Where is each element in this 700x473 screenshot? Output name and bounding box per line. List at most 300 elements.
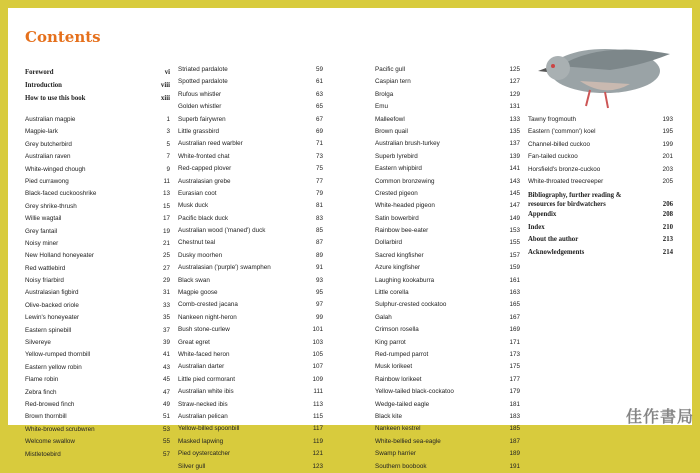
entry-title: Grey shrike-thrush [25,202,77,210]
entry-title: Striated pardalote [178,66,228,73]
toc-entry[interactable] [375,76,520,88]
entry-title: White-fronted chat [178,152,230,160]
entry-title: Horsfield's bronze-cuckoo [528,165,601,173]
entry-title: Silver gull [178,462,206,470]
entry-title: Swamp harrier [375,450,416,458]
entry-page-number: 119 [312,437,323,445]
toc-entry[interactable] [375,114,520,126]
entry-page-number: 165 [509,301,520,309]
entry-title: Australian reed warbler [178,140,243,148]
entry-page-number: viii [160,82,170,89]
toc-entry[interactable] [25,436,170,448]
toc-entry[interactable] [375,213,520,225]
entry-page-number: 161 [509,276,520,284]
toc-entry[interactable] [375,188,520,200]
entry-title: Dollarbird [375,239,402,247]
entry-title: Pied currawong [25,177,69,185]
entry-title: How to use this book [25,95,86,102]
entry-title: Appendix [528,211,557,218]
entry-title: Crested pigeon [375,189,418,197]
toc-entry[interactable] [178,262,323,274]
entry-page-number: 123 [312,462,323,470]
entry-title: Brown quail [375,127,408,135]
entry-page-number: 175 [509,363,520,371]
entry-title: Red-rumped parrot [375,350,429,358]
toc-entry[interactable] [25,424,170,436]
entry-title: Emu [375,103,388,111]
toc-entry[interactable] [178,461,323,473]
contents-page [8,8,692,470]
entry-title: Magpie goose [178,289,218,297]
entry-title: Australian pelican [178,412,228,420]
entry-page-number: 55 [162,438,170,446]
toc-entry[interactable] [528,176,673,188]
entry-title: Fan-tailed cuckoo [528,153,578,161]
entry-title: White-faced heron [178,350,230,358]
entry-page-number: 208 [662,211,673,218]
entry-page-number: 73 [315,152,323,160]
entry-title: Little grassbird [178,127,219,135]
entry-page-number: 1 [166,116,170,123]
toc-entry[interactable] [178,89,323,101]
toc-entry[interactable] [178,399,323,411]
toc-entry[interactable] [178,188,323,200]
entry-title: Willie wagtail [25,215,62,223]
toc-entry[interactable] [375,423,520,435]
entry-page-number: 117 [312,425,323,433]
toc-entry[interactable] [178,176,323,188]
entry-page-number: 75 [315,165,323,173]
entry-page-number: 135 [509,127,520,135]
toc-entry[interactable] [528,222,673,235]
entry-title: Sacred kingfisher [375,251,424,259]
entry-page-number: 137 [509,140,520,148]
entry-page-number: 61 [315,78,323,86]
entry-page-number: 133 [509,115,520,123]
entry-title: Golden whistler [178,103,222,111]
entry-page-number: 177 [509,375,520,383]
toc-entry[interactable] [178,324,323,336]
entry-page-number: 145 [509,189,520,197]
toc-entry[interactable] [25,114,170,126]
toc-entry[interactable] [528,151,673,163]
toc-entry[interactable] [375,399,520,411]
entry-page-number: 45 [162,376,170,384]
entry-title: Comb-crested jacana [178,301,238,309]
entry-title: Magpie-lark [25,128,58,136]
toc-entry[interactable] [25,79,170,92]
entry-page-number: 47 [162,388,170,396]
toc-entry[interactable] [375,163,520,175]
entry-page-number: 103 [312,338,323,346]
toc-entry[interactable] [25,287,170,299]
toc-entry[interactable] [178,411,323,423]
entry-page-number: 155 [509,239,520,247]
entry-page-number: 25 [162,252,170,260]
pigeon-illustration [520,26,680,116]
toc-entry[interactable] [375,275,520,287]
entry-title: Eastern yellow robin [25,363,82,371]
entry-title: Australian raven [25,153,71,161]
entry-title: Superb fairywren [178,115,226,123]
entry-page-number: 143 [509,177,520,185]
toc-entry[interactable] [25,164,170,176]
entry-title: Nankeen kestrel [375,425,421,433]
entry-title: Australian darter [178,363,225,371]
entry-title: Brown thornbill [25,413,67,421]
entry-title: Acknowledgements [528,248,585,256]
entry-page-number: 65 [315,103,323,111]
toc-entry[interactable] [375,324,520,336]
toc-entry[interactable] [375,151,520,163]
entry-page-number: 111 [313,388,323,396]
entry-title: Introduction [25,82,62,89]
toc-entry[interactable] [178,151,323,163]
toc-entry[interactable] [375,461,520,473]
toc-entry[interactable] [25,349,170,361]
entry-title: Superb lyrebird [375,152,418,160]
toc-entry[interactable] [178,237,323,249]
entry-title: Pacific gull [375,66,406,73]
toc-entry[interactable] [375,349,520,361]
toc-entry[interactable] [25,362,170,374]
toc-entry[interactable] [375,386,520,398]
watermark: 佳作書局 [625,409,694,426]
entry-title: Black kite [375,412,402,420]
entry-title: Australasian ('purple') swamphen [178,264,271,272]
entry-title: Flame robin [25,376,59,384]
entry-page-number: 39 [162,339,170,347]
toc-entry[interactable] [25,411,170,423]
toc-entry[interactable] [178,200,323,212]
toc-entry[interactable] [375,411,520,423]
entry-page-number: 19 [162,227,170,235]
entry-title: White-throated treecreeper [528,177,604,185]
entry-title: Eastern whipbird [375,165,422,173]
entry-title: Olive-backed oriole [25,301,79,309]
entry-page-number: 131 [509,103,520,111]
toc-entry[interactable] [178,163,323,175]
toc-entry[interactable] [178,287,323,299]
entry-page-number: 189 [509,450,520,458]
toc-entry[interactable] [25,92,170,105]
toc-entry[interactable] [25,226,170,238]
entry-title: Australasian grebe [178,177,231,185]
entry-title: Yellow-rumped thornbill [25,351,91,359]
entry-title: Bibliography, further reading & resources for birdwatchers [528,192,622,208]
entry-page-number: 203 [662,165,673,173]
entry-page-number: 199 [662,140,673,148]
entry-title: Black-faced cuckooshrike [25,190,97,198]
entry-title: Channel-billed cuckoo [528,140,590,148]
entry-title: Lewin's honeyeater [25,314,80,322]
toc-entry[interactable] [25,238,170,250]
entry-page-number: 159 [509,264,520,272]
entry-page-number: 201 [662,153,673,161]
entry-page-number: 81 [315,202,323,210]
toc-entry[interactable] [178,138,323,150]
entry-page-number: 3 [166,128,170,136]
toc-entry[interactable] [178,64,323,76]
entry-title: Musk duck [178,202,209,210]
toc-entry[interactable] [528,126,673,138]
entry-title: Index [528,223,545,231]
entry-title: Pied oystercatcher [178,450,231,458]
toc-entry[interactable] [375,237,520,249]
entry-title: Silvereye [25,339,51,347]
entry-page-number: 141 [509,165,520,173]
toc-entry[interactable] [25,213,170,225]
entry-title: Nankeen night-heron [178,313,237,321]
entry-page-number: 127 [509,78,520,86]
entry-title: Caspian tern [375,78,411,86]
entry-page-number: 183 [509,412,520,420]
entry-page-number: 153 [509,227,520,235]
entry-page-number: 9 [166,165,170,173]
entry-title: Noisy miner [25,239,59,247]
entry-title: Chestnut teal [178,239,216,247]
entry-page-number: 169 [509,326,520,334]
toc-entry[interactable] [178,349,323,361]
toc-column-2 [178,64,323,473]
entry-title: Grey fantail [25,227,58,235]
toc-column-3 [375,64,520,473]
entry-page-number: 17 [162,215,170,223]
toc-entry[interactable] [25,250,170,262]
toc-entry[interactable] [178,250,323,262]
toc-column-1 [25,114,170,461]
entry-page-number: 53 [162,425,170,433]
entry-title: Red-browed finch [25,400,75,408]
entry-title: King parrot [375,338,406,346]
entry-title: Dusky moorhen [178,251,223,259]
entry-title: New Holland honeyeater [25,252,94,260]
toc-entry[interactable] [375,89,520,101]
entry-page-number: 69 [315,127,323,135]
entry-page-number: 99 [315,313,323,321]
entry-title: Sulphur-crested cockatoo [375,301,447,309]
entry-page-number: 13 [162,190,170,198]
entry-page-number: 139 [509,152,520,160]
entry-title: Rufous whistler [178,90,222,98]
entry-page-number: 173 [509,350,520,358]
toc-entry[interactable] [178,114,323,126]
toc-entry[interactable] [528,209,673,222]
entry-page-number: 85 [315,227,323,235]
entry-page-number: 171 [509,338,520,346]
entry-page-number: 29 [162,277,170,285]
entry-title: Common bronzewing [375,177,435,185]
toc-entry[interactable] [528,247,673,260]
entry-page-number: 113 [312,400,323,408]
entry-page-number: 11 [163,177,170,185]
entry-page-number: 109 [312,375,323,383]
entry-page-number: 195 [662,128,673,136]
toc-entry[interactable] [25,66,170,79]
toc-entry[interactable] [178,225,323,237]
toc-entry[interactable] [178,423,323,435]
toc-entry[interactable] [178,213,323,225]
toc-entry[interactable] [178,126,323,138]
entry-title: Red-capped plover [178,165,232,173]
entry-page-number: 179 [509,388,520,396]
entry-title: Zebra finch [25,388,57,396]
entry-title: White-headed pigeon [375,202,435,210]
toc-entry[interactable] [375,126,520,138]
entry-page-number: 193 [662,116,673,123]
entry-title: White-winged chough [25,165,86,173]
toc-entry[interactable] [178,76,323,88]
entry-title: Tawny frogmouth [528,116,576,123]
entry-title: White-browed scrubwren [25,425,95,433]
entry-title: Australian wood ('maned') duck [178,227,266,235]
front-matter-list [25,66,170,105]
entry-title: Rainbow bee-eater [375,227,429,235]
toc-entry[interactable] [25,374,170,386]
toc-entry[interactable] [25,201,170,213]
toc-entry[interactable] [375,262,520,274]
entry-page-number: 205 [662,177,673,185]
entry-page-number: 83 [315,214,323,222]
toc-entry[interactable] [178,275,323,287]
entry-title: Southern boobook [375,462,427,470]
entry-page-number: 97 [315,301,323,309]
toc-entry[interactable] [25,300,170,312]
entry-page-number: 167 [509,313,520,321]
entry-page-number: xiii [160,95,170,102]
toc-entry[interactable] [528,139,673,151]
entry-title: Little pied cormorant [178,375,236,383]
toc-entry[interactable] [25,387,170,399]
toc-entry[interactable] [25,325,170,337]
toc-entry[interactable] [375,101,520,113]
entry-title: Australasian figbird [25,289,79,297]
entry-title: White-bellied sea-eagle [375,437,441,445]
toc-entry[interactable] [375,448,520,460]
toc-entry[interactable] [25,337,170,349]
entry-page-number: 181 [509,400,520,408]
toc-entry[interactable] [25,151,170,163]
entry-title: Eastern ('common') koel [528,128,596,136]
toc-entry[interactable] [178,361,323,373]
entry-title: Brolga [375,90,394,98]
toc-entry[interactable] [25,176,170,188]
entry-title: Pacific black duck [178,214,229,222]
entry-page-number: 125 [509,66,520,73]
toc-entry[interactable] [528,164,673,176]
toc-entry[interactable] [375,287,520,299]
entry-title: Yellow-billed spoonbill [178,425,240,433]
entry-title: Satin bowerbird [375,214,419,222]
toc-entry[interactable] [25,263,170,275]
entry-title: Australian white ibis [178,388,234,396]
entry-title: Laughing kookaburra [375,276,435,284]
toc-entry[interactable] [178,386,323,398]
toc-entry[interactable] [25,312,170,324]
entry-page-number: 49 [162,400,170,408]
toc-entry[interactable] [178,337,323,349]
entry-title: Grey butcherbird [25,140,72,148]
entry-page-number: 185 [509,425,520,433]
toc-entry[interactable] [528,191,673,209]
toc-entry[interactable] [25,188,170,200]
toc-entry[interactable] [375,337,520,349]
entry-page-number: 31 [162,289,170,297]
entry-page-number: 43 [162,363,170,371]
entry-page-number: 101 [312,326,323,334]
entry-title: Australian brush-turkey [375,140,440,148]
toc-entry[interactable] [25,275,170,287]
toc-entry[interactable] [178,448,323,460]
toc-entry[interactable] [178,436,323,448]
toc-entry[interactable] [25,399,170,411]
toc-entry[interactable] [178,299,323,311]
entry-page-number: 206 [662,200,673,208]
toc-entry[interactable] [375,361,520,373]
entry-title: Crimson rosella [375,326,419,334]
entry-page-number: 35 [162,314,170,322]
toc-entry[interactable] [375,225,520,237]
entry-page-number: 7 [166,153,170,161]
entry-page-number: 129 [509,90,520,98]
entry-page-number: 63 [315,90,323,98]
toc-entry[interactable] [375,200,520,212]
entry-page-number: 163 [509,289,520,297]
toc-entry[interactable] [178,374,323,386]
toc-entry[interactable] [375,64,520,76]
toc-entry[interactable] [25,449,170,461]
toc-entry[interactable] [178,101,323,113]
entry-page-number: 213 [662,236,673,244]
entry-page-number: 105 [312,350,323,358]
entry-title: Yellow-tailed black-cockatoo [375,388,454,396]
toc-entry[interactable] [375,436,520,448]
entry-page-number: 115 [312,412,323,420]
entry-title: Musk lorikeet [375,363,413,371]
entry-title: Australian magpie [25,116,76,123]
toc-entry[interactable] [375,312,520,324]
entry-page-number: 87 [315,239,323,247]
entry-page-number: 107 [312,363,323,371]
entry-title: Galah [375,313,392,321]
toc-entry[interactable] [375,299,520,311]
page-title: Contents [25,28,101,46]
entry-page-number: 77 [315,177,323,185]
entry-title: Eastern spinebill [25,326,72,334]
entry-title: Rainbow lorikeet [375,375,422,383]
entry-page-number: 15 [162,202,170,210]
toc-entry[interactable] [375,176,520,188]
entry-page-number: 191 [509,462,520,470]
toc-entry[interactable] [25,139,170,151]
entry-title: Mistletoebird [25,450,61,458]
entry-title: Spotted pardalote [178,78,228,86]
toc-entry[interactable] [375,374,520,386]
toc-entry[interactable] [528,234,673,247]
toc-entry[interactable] [25,126,170,138]
entry-page-number: 37 [162,326,170,334]
entry-page-number: 157 [509,251,520,259]
entry-page-number: 91 [315,264,323,272]
toc-entry[interactable] [375,250,520,262]
entry-title: Foreword [25,69,54,76]
toc-entry[interactable] [178,312,323,324]
entry-title: Red wattlebird [25,264,66,272]
entry-page-number: 27 [162,264,170,272]
entry-page-number: vi [164,69,170,76]
back-matter-list [528,191,673,259]
toc-entry[interactable] [375,138,520,150]
